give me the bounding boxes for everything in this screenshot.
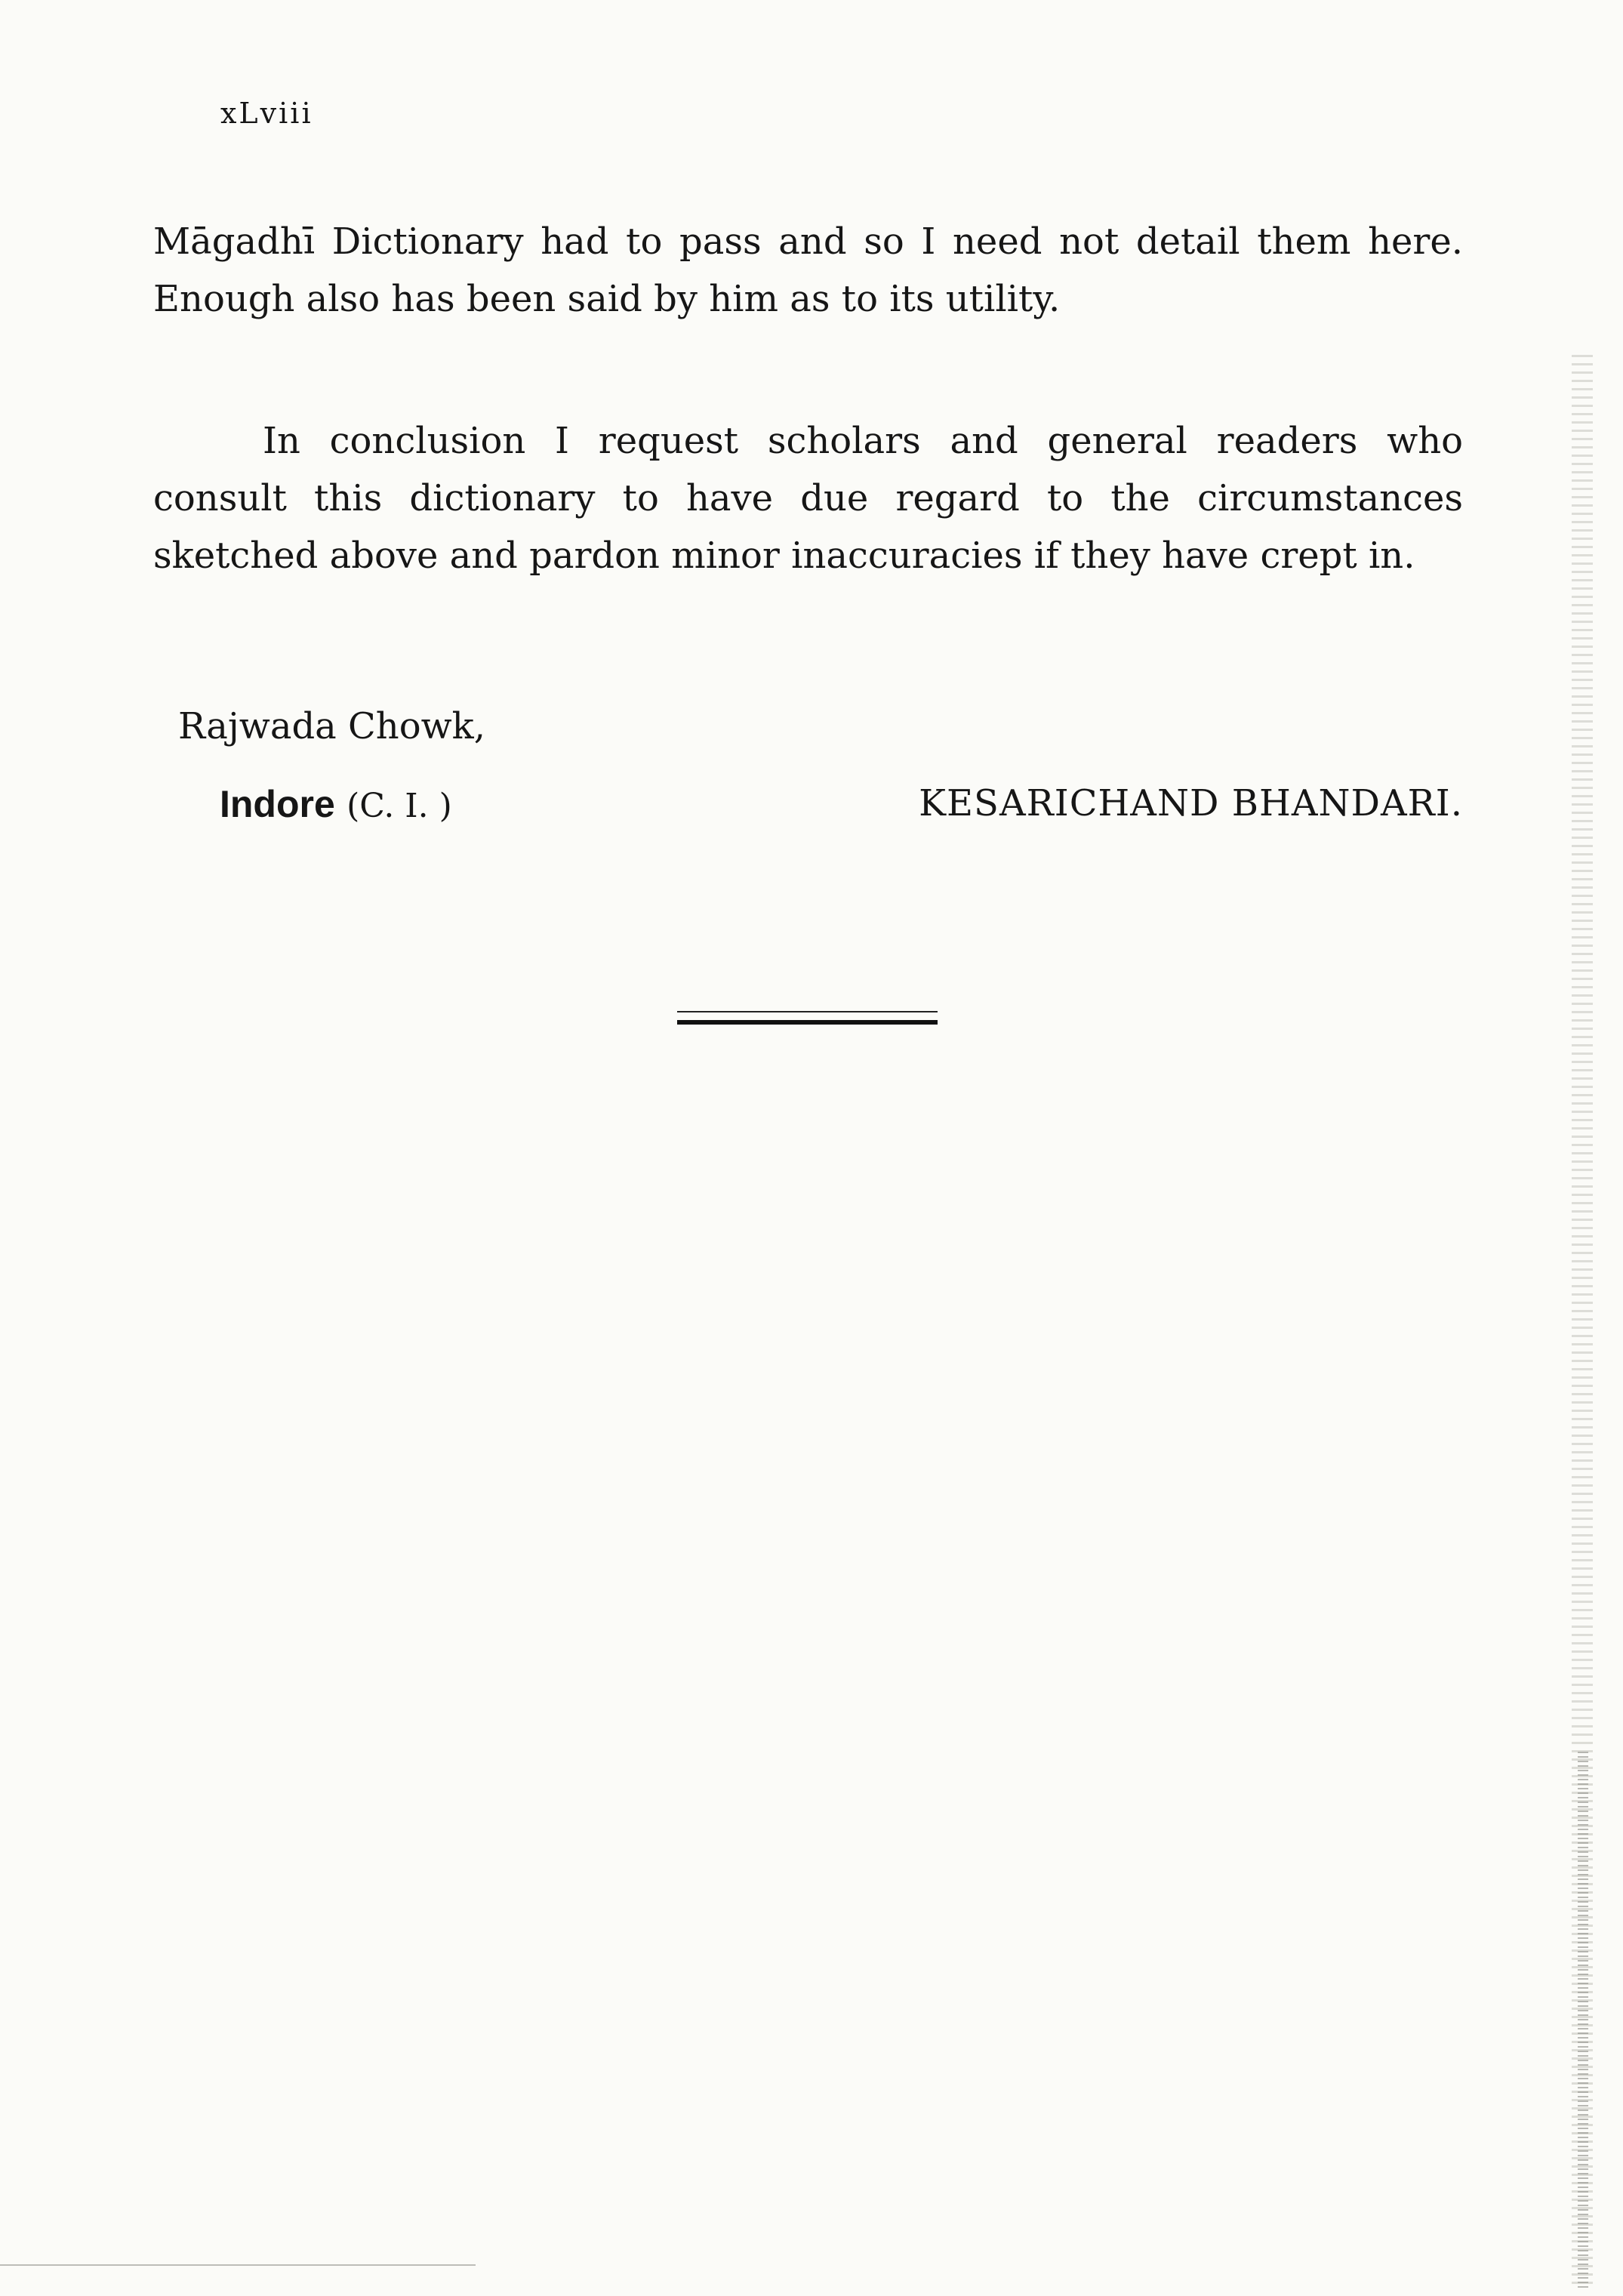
- end-rule-divider: [677, 1011, 938, 1025]
- address-region: (C. I. ): [346, 787, 452, 825]
- scan-bottom-edge: [0, 2264, 476, 2266]
- page-number: xLviii: [220, 97, 313, 130]
- end-rule-thin-line: [677, 1011, 938, 1012]
- scan-margin-edge: [1572, 355, 1593, 2288]
- paragraph-continuation: Māgadhī Dictionary had to pass and so I need not detail them here. Enough also has been said by him as to its utility.: [153, 220, 1463, 320]
- author-signature: KESARICHAND BHANDARI.: [919, 782, 1463, 824]
- address-city-line: [220, 782, 452, 826]
- end-rule-thick-line: [677, 1020, 938, 1025]
- address-street: Rajwada Chowk,: [178, 705, 486, 747]
- address-city: Indore: [220, 783, 335, 825]
- paragraph-conclusion: In conclusion I request scholars and general readers who consult this dictionary to have due regard to the circumstances sketched above and pardon minor inaccuracies if they have crept in.: [153, 420, 1463, 577]
